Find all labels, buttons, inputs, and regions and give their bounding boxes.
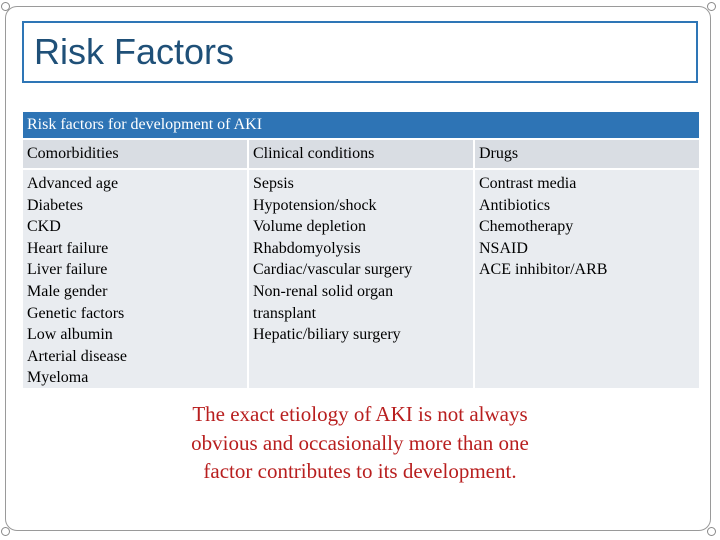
slide-title: Risk Factors bbox=[34, 31, 235, 72]
column-cell-drugs bbox=[475, 170, 699, 388]
list-item: ACE inhibitor/ARB bbox=[479, 261, 608, 279]
list-item: Cardiac/vascular surgery bbox=[253, 261, 413, 279]
list-item: Contrast media bbox=[479, 175, 577, 192]
list-item: transplant bbox=[253, 304, 317, 322]
list-item: Low albumin bbox=[27, 326, 113, 344]
list-item: Non-renal solid organ bbox=[253, 282, 394, 300]
frame-corner-top-right bbox=[707, 2, 716, 11]
list-item: Arterial disease bbox=[27, 347, 127, 365]
list-item: Sepsis bbox=[253, 175, 294, 192]
column-header-comorbidities: Comorbidities bbox=[23, 140, 247, 168]
list-item: Male gender bbox=[27, 282, 108, 300]
list-item: Hepatic/biliary surgery bbox=[253, 326, 401, 344]
frame-corner-bottom-left bbox=[1, 527, 10, 536]
list-item: Antibiotics bbox=[479, 196, 551, 214]
list-item: Liver failure bbox=[27, 261, 108, 279]
table-caption: Risk factors for development of AKI bbox=[23, 112, 699, 138]
list-item: NSAID bbox=[479, 239, 528, 257]
list-item: Volume depletion bbox=[253, 218, 367, 236]
column-header-drugs: Drugs bbox=[475, 140, 699, 168]
list-item: Diabetes bbox=[27, 196, 83, 214]
column-cell-comorbidities bbox=[23, 170, 247, 388]
list-item: Hypotension/shock bbox=[253, 196, 377, 214]
list-item: Myeloma bbox=[27, 369, 89, 387]
list-item: Heart failure bbox=[27, 239, 109, 257]
title-box bbox=[22, 21, 698, 83]
list-item: Advanced age bbox=[27, 175, 119, 192]
list-item: Rhabdomyolysis bbox=[253, 239, 361, 257]
column-header-clinical-conditions: Clinical conditions bbox=[249, 140, 473, 168]
etiology-note: The exact etiology of AKI is not always obvious and occasionally more than one factor contributes to its development. bbox=[191, 402, 529, 483]
frame-corner-bottom-right bbox=[707, 527, 716, 536]
list-item: CKD bbox=[27, 218, 61, 236]
list-item: Chemotherapy bbox=[479, 218, 574, 236]
column-cell-clinical-conditions bbox=[249, 170, 473, 388]
list-item: Genetic factors bbox=[27, 304, 125, 322]
frame-corner-top-left bbox=[1, 2, 10, 11]
